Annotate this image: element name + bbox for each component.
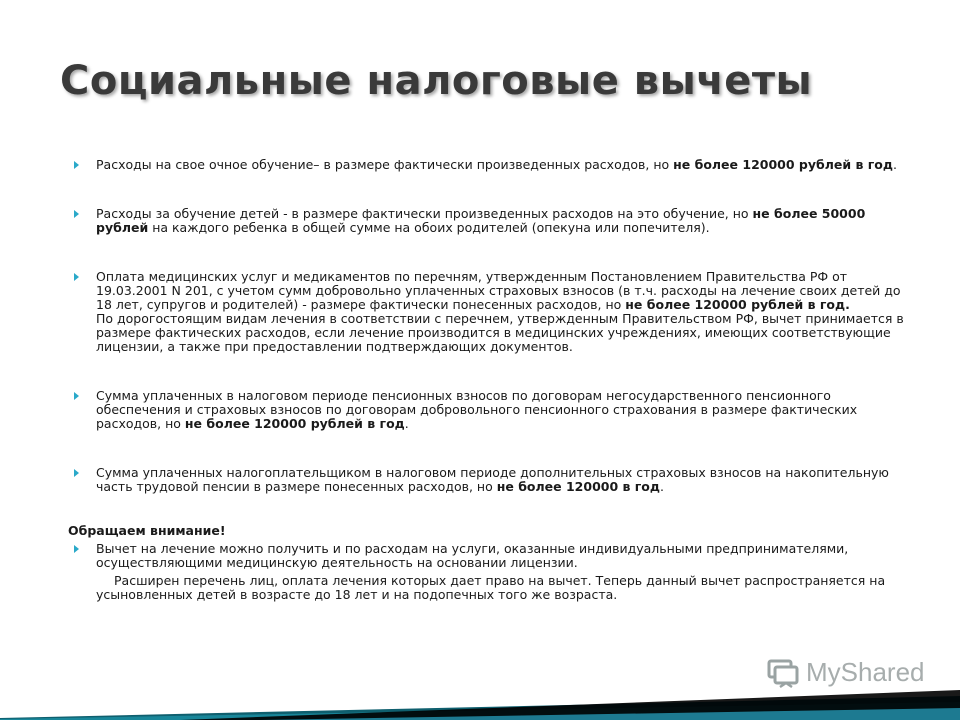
note-paragraph: [68, 574, 908, 602]
bullet-arrow-icon: [74, 273, 79, 281]
item-emphasis: не более 120000 рублей в год.: [625, 297, 850, 312]
item-text-end: .: [660, 479, 664, 494]
note-heading: Обращаем внимание!: [68, 523, 226, 538]
note-paragraph-text: Расширен перечень лиц, оплата лечения которых дает право на вычет. Теперь данный вычет распространяется на усыновленных детей в возрасте до 18 лет и на подопечных того же возраста.: [96, 573, 886, 602]
list-item: [68, 389, 908, 431]
item-emphasis: не более 50000 рублей: [96, 206, 866, 235]
item-text: Расходы за обучение детей - в размере фактически произведенных расходов на это обучение, но: [96, 206, 753, 221]
list-item: [68, 207, 908, 235]
logo-text: MyShared: [806, 656, 925, 687]
list-item: [68, 158, 908, 172]
item-emphasis: не более 120000 в год: [496, 479, 660, 494]
bullet-arrow-icon: [74, 210, 79, 218]
myshared-logo-icon: [766, 655, 800, 689]
slide-title: Социальные налоговые вычеты: [60, 58, 813, 104]
item-text: Расходы на свое очное обучение– в размере фактически произведенных расходов, но: [96, 157, 674, 172]
item-text: Оплата медицинских услуг и медикаментов по перечням, утвержденным Постановлением Правительства РФ от 19.03.2001 N 201, с учетом сумм добровольно уплаченных страховых взносов (в т.ч. расходы на лечение своих детей до 18 лет, супругов и родителей) - размере фактически понесенных расходов, но: [96, 269, 901, 312]
slide-content: [68, 158, 908, 602]
item-text: Сумма уплаченных в налоговом периоде пенсионных взносов по договорам негосударственного пенсионного обеспечения и страховых взносов по договорам добровольного пенсионного страхования в размере фактических расходов, но: [96, 388, 858, 431]
bullet-arrow-icon: [74, 161, 79, 169]
item-text-end: .: [404, 416, 409, 431]
item-extra-text: По дорогостоящим видам лечения в соответствии с перечнем, утвержденным Правительством РФ, вычет принимается в размере фактических расходов, если лечение производится в медицинских учреждениях, имеющих соответствующие лицензии, а также при предоставлении подтверждающих документов.: [96, 311, 904, 354]
note-item: [68, 542, 908, 570]
item-emphasis: не более 120000 рублей в год: [184, 416, 405, 431]
note-item-text: Вычет на лечение можно получить и по расходам на услуги, оказанные индивидуальными предпринимателями, осуществляющими медицинскую деятельность на основании лицензии.: [96, 541, 849, 570]
bullet-arrow-icon: [74, 545, 79, 553]
item-text-end: .: [892, 157, 897, 172]
myshared-logo: [766, 655, 925, 689]
bullet-arrow-icon: [74, 469, 79, 477]
item-text-end: на каждого ребенка в общей сумме на обоих родителей (опекуна или попечителя).: [148, 220, 710, 235]
list-item: [68, 270, 908, 354]
bottom-decoration: [0, 690, 960, 720]
item-emphasis: не более 120000 рублей в год: [673, 157, 893, 172]
list-item: [68, 466, 908, 494]
item-text: Сумма уплаченных налогоплательщиком в налоговом периоде дополнительных страховых взносов на накопительную часть трудовой пенсии в размере понесенных расходов, но: [96, 465, 889, 494]
bullet-arrow-icon: [74, 392, 79, 400]
